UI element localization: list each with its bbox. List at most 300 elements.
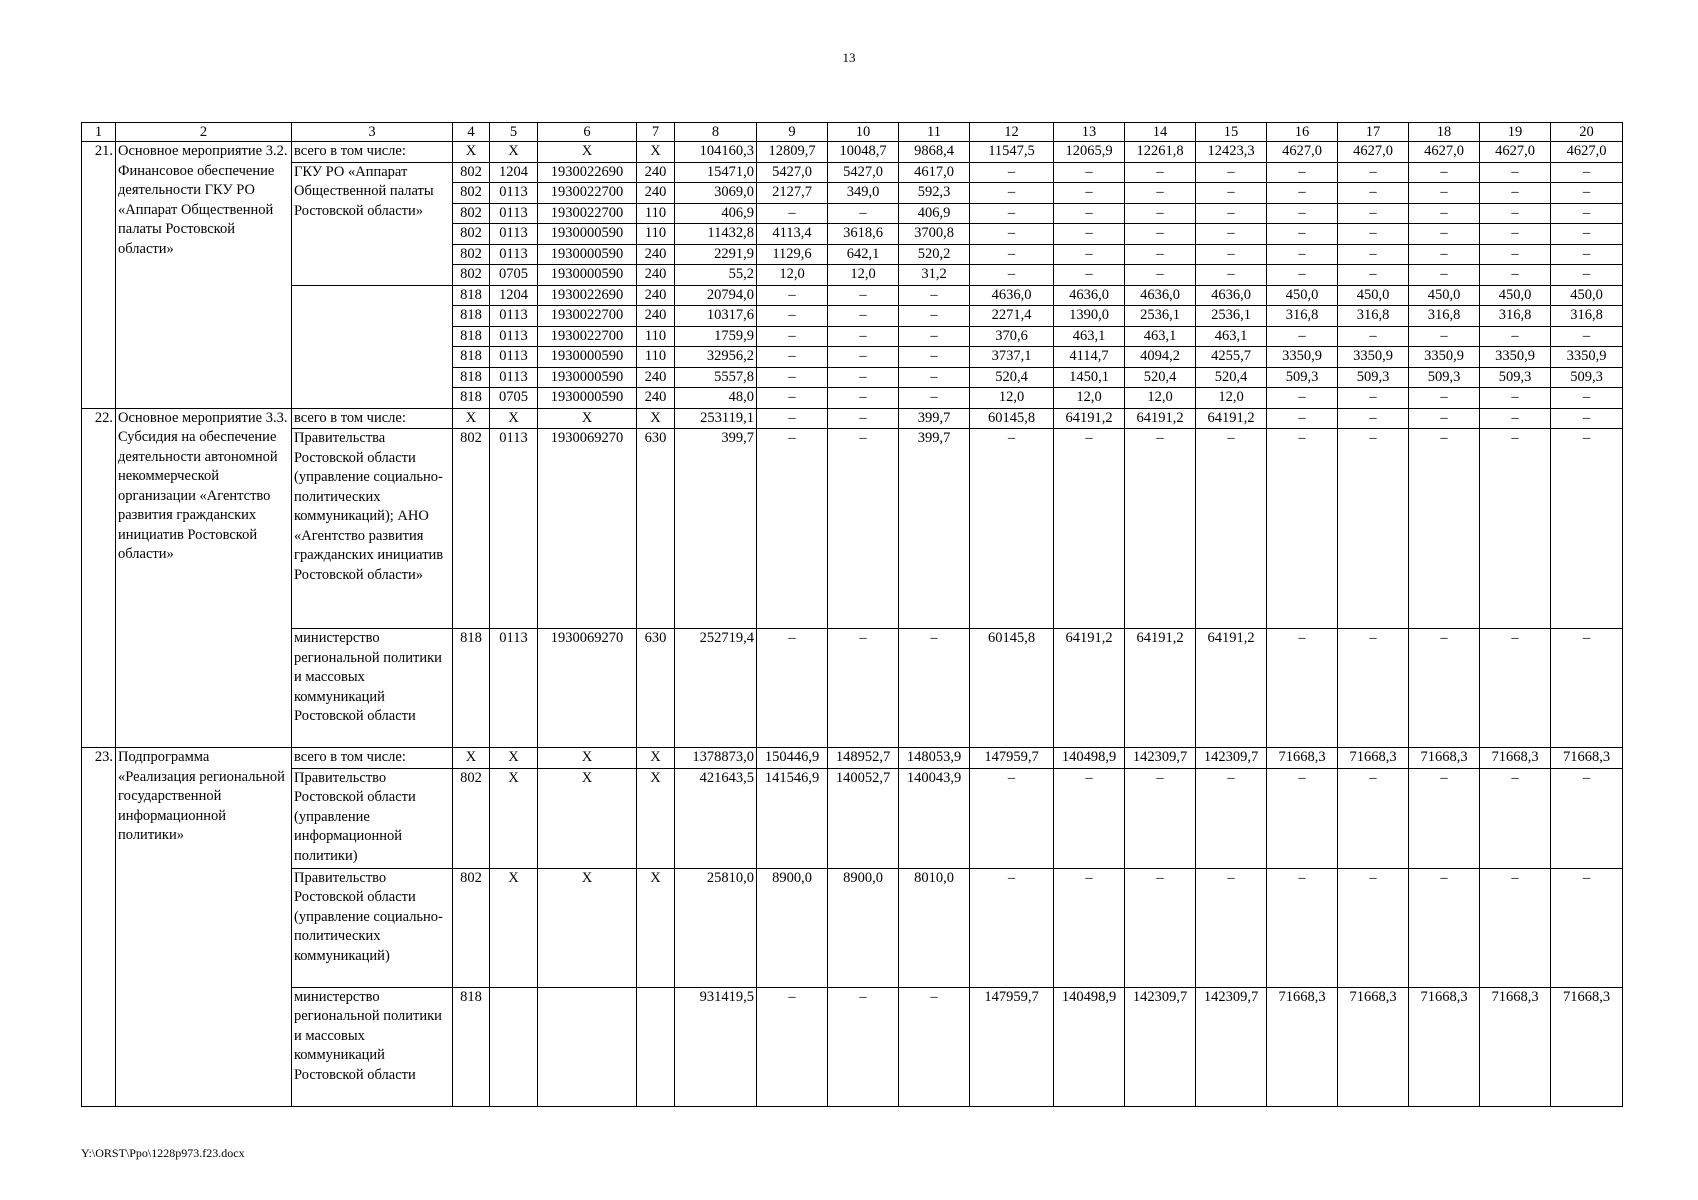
table-cell: 140498,9 [1054, 987, 1125, 1106]
table-cell: 4636,0 [970, 285, 1054, 306]
table-cell: – [1054, 162, 1125, 183]
table-cell: 5557,8 [675, 367, 757, 388]
table-cell: – [757, 429, 828, 629]
table-cell: 0113 [490, 347, 538, 368]
table-cell: – [1551, 429, 1623, 629]
table-cell: 142309,7 [1125, 987, 1196, 1106]
table-cell: – [1409, 429, 1480, 629]
table-cell: – [970, 768, 1054, 868]
table-row [82, 142, 1623, 163]
table-cell: – [1267, 868, 1338, 987]
table-cell: 1930000590 [538, 224, 637, 245]
table-cell: 140498,9 [1054, 748, 1125, 769]
table-cell: 12,0 [970, 388, 1054, 409]
table-cell: 19 [1480, 123, 1551, 142]
table-cell: 1378873,0 [675, 748, 757, 769]
table-cell: 316,8 [1267, 306, 1338, 327]
table-cell: 818 [453, 306, 490, 327]
table-cell: – [1409, 326, 1480, 347]
table-cell: – [1338, 265, 1409, 286]
table-cell: 71668,3 [1409, 987, 1480, 1106]
table-cell: 13 [1054, 123, 1125, 142]
table-cell: 0113 [490, 429, 538, 629]
table-cell [637, 987, 675, 1106]
table-cell: – [1409, 162, 1480, 183]
table-cell: X [538, 748, 637, 769]
table-cell: 642,1 [828, 244, 899, 265]
table-cell: 1930022700 [538, 326, 637, 347]
table-cell: X [453, 142, 490, 163]
table-cell: – [1551, 265, 1623, 286]
table-cell: 64191,2 [1054, 408, 1125, 429]
table-cell: 5427,0 [757, 162, 828, 183]
table-cell: 316,8 [1409, 306, 1480, 327]
table-cell: 802 [453, 224, 490, 245]
table-cell: – [1551, 408, 1623, 429]
table-cell: 0113 [490, 203, 538, 224]
table-cell: – [1480, 224, 1551, 245]
table-cell: 450,0 [1480, 285, 1551, 306]
table-cell: 110 [637, 224, 675, 245]
table-cell: 2291,9 [675, 244, 757, 265]
table-cell: – [1409, 408, 1480, 429]
table-cell: – [1338, 629, 1409, 748]
table-cell: 17 [1338, 123, 1409, 142]
table-cell: 252719,4 [675, 629, 757, 748]
table-cell: 104160,3 [675, 142, 757, 163]
table-cell: – [970, 429, 1054, 629]
table-cell: 1930022700 [538, 306, 637, 327]
table-cell: – [757, 326, 828, 347]
table-cell: – [1054, 183, 1125, 204]
table-row [82, 768, 1623, 868]
table-cell: 32956,2 [675, 347, 757, 368]
table-cell: – [1551, 629, 1623, 748]
table-cell: X [453, 748, 490, 769]
table-cell: 2271,4 [970, 306, 1054, 327]
table-cell: 4113,4 [757, 224, 828, 245]
table-cell: 2 [116, 123, 292, 142]
table-cell: X [538, 408, 637, 429]
table-cell: – [1480, 629, 1551, 748]
table-row [82, 868, 1623, 987]
table-cell: – [1480, 388, 1551, 409]
table-cell: 6 [538, 123, 637, 142]
table-cell: 592,3 [899, 183, 970, 204]
table-cell: – [1551, 203, 1623, 224]
table-cell: – [1196, 224, 1267, 245]
table-row [82, 987, 1623, 1106]
table-cell: – [970, 244, 1054, 265]
table-cell: – [757, 203, 828, 224]
table-cell: 4627,0 [1338, 142, 1409, 163]
executor-cell: Правительства Ростовской области (управление социально-политических коммуникаций); АНО «Агентство развития гражданских инициатив Ростовской области» [292, 429, 453, 629]
table-cell: 802 [453, 429, 490, 629]
table-cell: 802 [453, 265, 490, 286]
table-cell: 147959,7 [970, 748, 1054, 769]
row-number: 21. [82, 142, 116, 409]
table-cell: 64191,2 [1196, 408, 1267, 429]
table-cell: X [538, 142, 637, 163]
table-cell: 818 [453, 629, 490, 748]
measure-name: Основное мероприятие 3.2. Финансовое обеспечение деятельности ГКУ РО «Аппарат Общественной палаты Ростовской области» [116, 142, 292, 409]
table-row [82, 162, 1623, 183]
table-cell: 399,7 [899, 408, 970, 429]
table-row [82, 285, 1623, 306]
table-cell: 9 [757, 123, 828, 142]
table-cell: 8 [675, 123, 757, 142]
table-cell: 240 [637, 265, 675, 286]
table-cell: X [637, 142, 675, 163]
table-cell: 1390,0 [1054, 306, 1125, 327]
table-cell: 1930000590 [538, 367, 637, 388]
table-cell: 12,0 [828, 265, 899, 286]
executor-cell: всего в том числе: [292, 748, 453, 769]
table-cell: 450,0 [1551, 285, 1623, 306]
table-cell: 12 [970, 123, 1054, 142]
table-cell: – [828, 629, 899, 748]
table-cell: 802 [453, 768, 490, 868]
table-cell: 10317,6 [675, 306, 757, 327]
table-cell: 142309,7 [1196, 748, 1267, 769]
table-cell: 11 [899, 123, 970, 142]
table-cell: – [1125, 224, 1196, 245]
table-cell: 1930022690 [538, 285, 637, 306]
table-cell: X [490, 142, 538, 163]
table-cell: 71668,3 [1409, 748, 1480, 769]
table-cell: 3069,0 [675, 183, 757, 204]
table-cell: – [1409, 224, 1480, 245]
table-cell: – [1125, 203, 1196, 224]
table-cell: 931419,5 [675, 987, 757, 1106]
table-cell: 802 [453, 244, 490, 265]
table-cell: 48,0 [675, 388, 757, 409]
table-cell: – [1338, 183, 1409, 204]
table-cell: – [828, 367, 899, 388]
table-cell: 110 [637, 326, 675, 347]
table-cell: 520,4 [1125, 367, 1196, 388]
table-cell: – [1338, 408, 1409, 429]
table-cell: – [899, 347, 970, 368]
table-cell: 509,3 [1480, 367, 1551, 388]
table-cell: 818 [453, 987, 490, 1106]
page-number: 13 [842, 50, 856, 65]
table-cell: X [490, 768, 538, 868]
table-cell: – [828, 987, 899, 1106]
table-cell: 1129,6 [757, 244, 828, 265]
table-cell: 818 [453, 367, 490, 388]
table-cell: X [490, 748, 538, 769]
table-cell: – [970, 265, 1054, 286]
table-cell: 1930000590 [538, 244, 637, 265]
table-cell: 3737,1 [970, 347, 1054, 368]
table-cell: 316,8 [1338, 306, 1409, 327]
table-cell: 4617,0 [899, 162, 970, 183]
table-cell: 60145,8 [970, 408, 1054, 429]
row-number: 22. [82, 408, 116, 748]
table-cell: – [1480, 429, 1551, 629]
table-cell [490, 987, 538, 1106]
executor-cell: всего в том числе: [292, 408, 453, 429]
executor-cell: Правительство Ростовской области (управление социально-политических коммуникаций) [292, 868, 453, 987]
table-cell: – [1054, 265, 1125, 286]
table-cell: 1 [82, 123, 116, 142]
table-cell: 399,7 [675, 429, 757, 629]
executor-cell: министерство региональной политики и массовых коммуникаций Ростовской области [292, 987, 453, 1106]
table-cell: 12,0 [1054, 388, 1125, 409]
table-cell: 1204 [490, 285, 538, 306]
table-cell: 0705 [490, 265, 538, 286]
table-cell: – [1267, 162, 1338, 183]
table-cell: – [1409, 265, 1480, 286]
table-cell: – [970, 183, 1054, 204]
table-cell: – [1338, 162, 1409, 183]
table-cell: – [1054, 429, 1125, 629]
table-cell: 406,9 [675, 203, 757, 224]
table-cell: – [828, 285, 899, 306]
table-cell: – [757, 987, 828, 1106]
table-cell: 818 [453, 388, 490, 409]
table-cell: 0113 [490, 367, 538, 388]
table-cell: 64191,2 [1196, 629, 1267, 748]
table-cell: 147959,7 [970, 987, 1054, 1106]
table-cell: 71668,3 [1267, 748, 1338, 769]
table-cell: 3350,9 [1338, 347, 1409, 368]
table-cell: X [637, 868, 675, 987]
table-cell: X [637, 408, 675, 429]
table-cell: – [899, 367, 970, 388]
table-cell: X [538, 768, 637, 868]
table-cell: 8010,0 [899, 868, 970, 987]
table-cell: – [1480, 868, 1551, 987]
table-cell: – [1480, 408, 1551, 429]
table-cell: – [828, 429, 899, 629]
table-cell: – [828, 326, 899, 347]
table-cell: 31,2 [899, 265, 970, 286]
table-cell: 12261,8 [1125, 142, 1196, 163]
table-cell: 520,4 [970, 367, 1054, 388]
table-cell: – [1338, 224, 1409, 245]
table-cell: 3350,9 [1267, 347, 1338, 368]
table-cell: 240 [637, 306, 675, 327]
table-cell: – [1338, 388, 1409, 409]
table-cell: 3700,8 [899, 224, 970, 245]
table-cell: – [1551, 183, 1623, 204]
table-cell: X [453, 408, 490, 429]
table-cell: 5427,0 [828, 162, 899, 183]
budget-table [81, 122, 1623, 1107]
table-cell: 71668,3 [1551, 987, 1623, 1106]
table-cell: 140043,9 [899, 768, 970, 868]
table-cell: X [490, 408, 538, 429]
table-cell: 15471,0 [675, 162, 757, 183]
table-cell: 802 [453, 868, 490, 987]
table-cell: 150446,9 [757, 748, 828, 769]
table-cell: 4627,0 [1551, 142, 1623, 163]
table-cell: – [1196, 429, 1267, 629]
table-cell: 9868,4 [899, 142, 970, 163]
table-cell: 0113 [490, 326, 538, 347]
table-cell: 12,0 [1125, 388, 1196, 409]
table-cell: – [1267, 183, 1338, 204]
table-cell: – [828, 306, 899, 327]
table-cell: 463,1 [1125, 326, 1196, 347]
table-cell: – [1338, 768, 1409, 868]
table-cell: 5 [490, 123, 538, 142]
table-cell: 240 [637, 244, 675, 265]
table-cell: 4636,0 [1125, 285, 1196, 306]
column-header-row [82, 123, 1623, 142]
table-cell: 370,6 [970, 326, 1054, 347]
table-cell: 1930000590 [538, 347, 637, 368]
table-cell: 4627,0 [1480, 142, 1551, 163]
table-cell: 4 [453, 123, 490, 142]
table-cell: 64191,2 [1054, 629, 1125, 748]
table-cell: 4627,0 [1409, 142, 1480, 163]
table-cell: X [490, 868, 538, 987]
table-cell: 18 [1409, 123, 1480, 142]
table-cell: – [1409, 629, 1480, 748]
table-cell: – [1267, 224, 1338, 245]
table-cell: 4094,2 [1125, 347, 1196, 368]
table-cell: 4636,0 [1196, 285, 1267, 306]
table-cell: – [1551, 868, 1623, 987]
table-cell: 20 [1551, 123, 1623, 142]
table-cell: – [1551, 326, 1623, 347]
table-cell: – [1409, 868, 1480, 987]
table-cell: X [538, 868, 637, 987]
table-cell: – [899, 326, 970, 347]
table-cell: 64191,2 [1125, 629, 1196, 748]
table-cell: – [757, 285, 828, 306]
table-cell: 15 [1196, 123, 1267, 142]
table-cell: 3350,9 [1480, 347, 1551, 368]
table-cell: 14 [1125, 123, 1196, 142]
table-cell: 240 [637, 388, 675, 409]
table-cell: 25810,0 [675, 868, 757, 987]
table-cell: – [1267, 408, 1338, 429]
table-cell: – [899, 987, 970, 1106]
table-cell: – [757, 367, 828, 388]
table-cell: – [757, 388, 828, 409]
table-cell: – [1054, 768, 1125, 868]
table-cell: 3618,6 [828, 224, 899, 245]
table-cell: 12065,9 [1054, 142, 1125, 163]
table-cell: 148053,9 [899, 748, 970, 769]
table-cell: – [1267, 629, 1338, 748]
table-cell: 240 [637, 285, 675, 306]
table-cell: 2536,1 [1196, 306, 1267, 327]
table-cell: – [1125, 244, 1196, 265]
table-cell: 71668,3 [1480, 748, 1551, 769]
table-cell: – [1267, 429, 1338, 629]
row-number: 23. [82, 748, 116, 1107]
table-cell: 0113 [490, 224, 538, 245]
table-cell: 240 [637, 183, 675, 204]
table-cell: 148952,7 [828, 748, 899, 769]
table-cell: 10 [828, 123, 899, 142]
table-cell: – [899, 306, 970, 327]
table-cell: – [757, 629, 828, 748]
table-cell: – [1338, 868, 1409, 987]
table-cell: 520,2 [899, 244, 970, 265]
table-cell: 1930000590 [538, 265, 637, 286]
table-cell: 110 [637, 203, 675, 224]
table-cell: – [1054, 244, 1125, 265]
table-cell: 509,3 [1551, 367, 1623, 388]
table-cell: 12,0 [1196, 388, 1267, 409]
table-cell: – [757, 347, 828, 368]
table-cell: – [970, 868, 1054, 987]
table-cell: 12423,3 [1196, 142, 1267, 163]
table-cell: 1930069270 [538, 429, 637, 629]
table-cell: – [1551, 388, 1623, 409]
table-cell: 463,1 [1196, 326, 1267, 347]
table-cell: 0705 [490, 388, 538, 409]
table-cell: – [828, 203, 899, 224]
table-cell: 818 [453, 285, 490, 306]
table-cell: – [970, 224, 1054, 245]
table-cell: – [1267, 768, 1338, 868]
table-cell: 818 [453, 347, 490, 368]
table-row [82, 408, 1623, 429]
table-cell: 71668,3 [1338, 987, 1409, 1106]
table-cell: 240 [637, 367, 675, 388]
table-cell: – [1480, 183, 1551, 204]
table-cell: 71668,3 [1480, 987, 1551, 1106]
table-cell: 450,0 [1409, 285, 1480, 306]
table-cell: 450,0 [1267, 285, 1338, 306]
table-cell: 818 [453, 326, 490, 347]
table-cell [538, 987, 637, 1106]
table-cell: 64191,2 [1125, 408, 1196, 429]
table-cell: 4255,7 [1196, 347, 1267, 368]
table-cell: – [1267, 265, 1338, 286]
table-cell: – [1267, 244, 1338, 265]
table-cell: – [1480, 326, 1551, 347]
table-cell: – [1480, 203, 1551, 224]
table-cell: 0113 [490, 629, 538, 748]
table-cell: – [1267, 388, 1338, 409]
table-cell: – [1054, 224, 1125, 245]
table-cell: – [1338, 429, 1409, 629]
table-cell: 802 [453, 162, 490, 183]
table-cell: 802 [453, 203, 490, 224]
table-cell: – [1125, 183, 1196, 204]
table-cell: 12,0 [757, 265, 828, 286]
table-cell: 3 [292, 123, 453, 142]
table-cell: – [828, 347, 899, 368]
table-cell: – [1125, 265, 1196, 286]
table-cell: X [637, 768, 675, 868]
table-cell: – [1196, 183, 1267, 204]
table-row [82, 629, 1623, 748]
table-cell: – [1551, 244, 1623, 265]
table-cell: 349,0 [828, 183, 899, 204]
table-cell: 60145,8 [970, 629, 1054, 748]
table-cell: – [1196, 868, 1267, 987]
table-cell: – [757, 408, 828, 429]
table-cell: 316,8 [1480, 306, 1551, 327]
table-cell: 20794,0 [675, 285, 757, 306]
executor-cell [292, 285, 453, 408]
executor-cell: Правительство Ростовской области (управление информационной политики) [292, 768, 453, 868]
table-cell: – [1054, 203, 1125, 224]
table-cell: – [1196, 203, 1267, 224]
table-cell: – [1551, 224, 1623, 245]
table-cell: 406,9 [899, 203, 970, 224]
table-cell: 140052,7 [828, 768, 899, 868]
